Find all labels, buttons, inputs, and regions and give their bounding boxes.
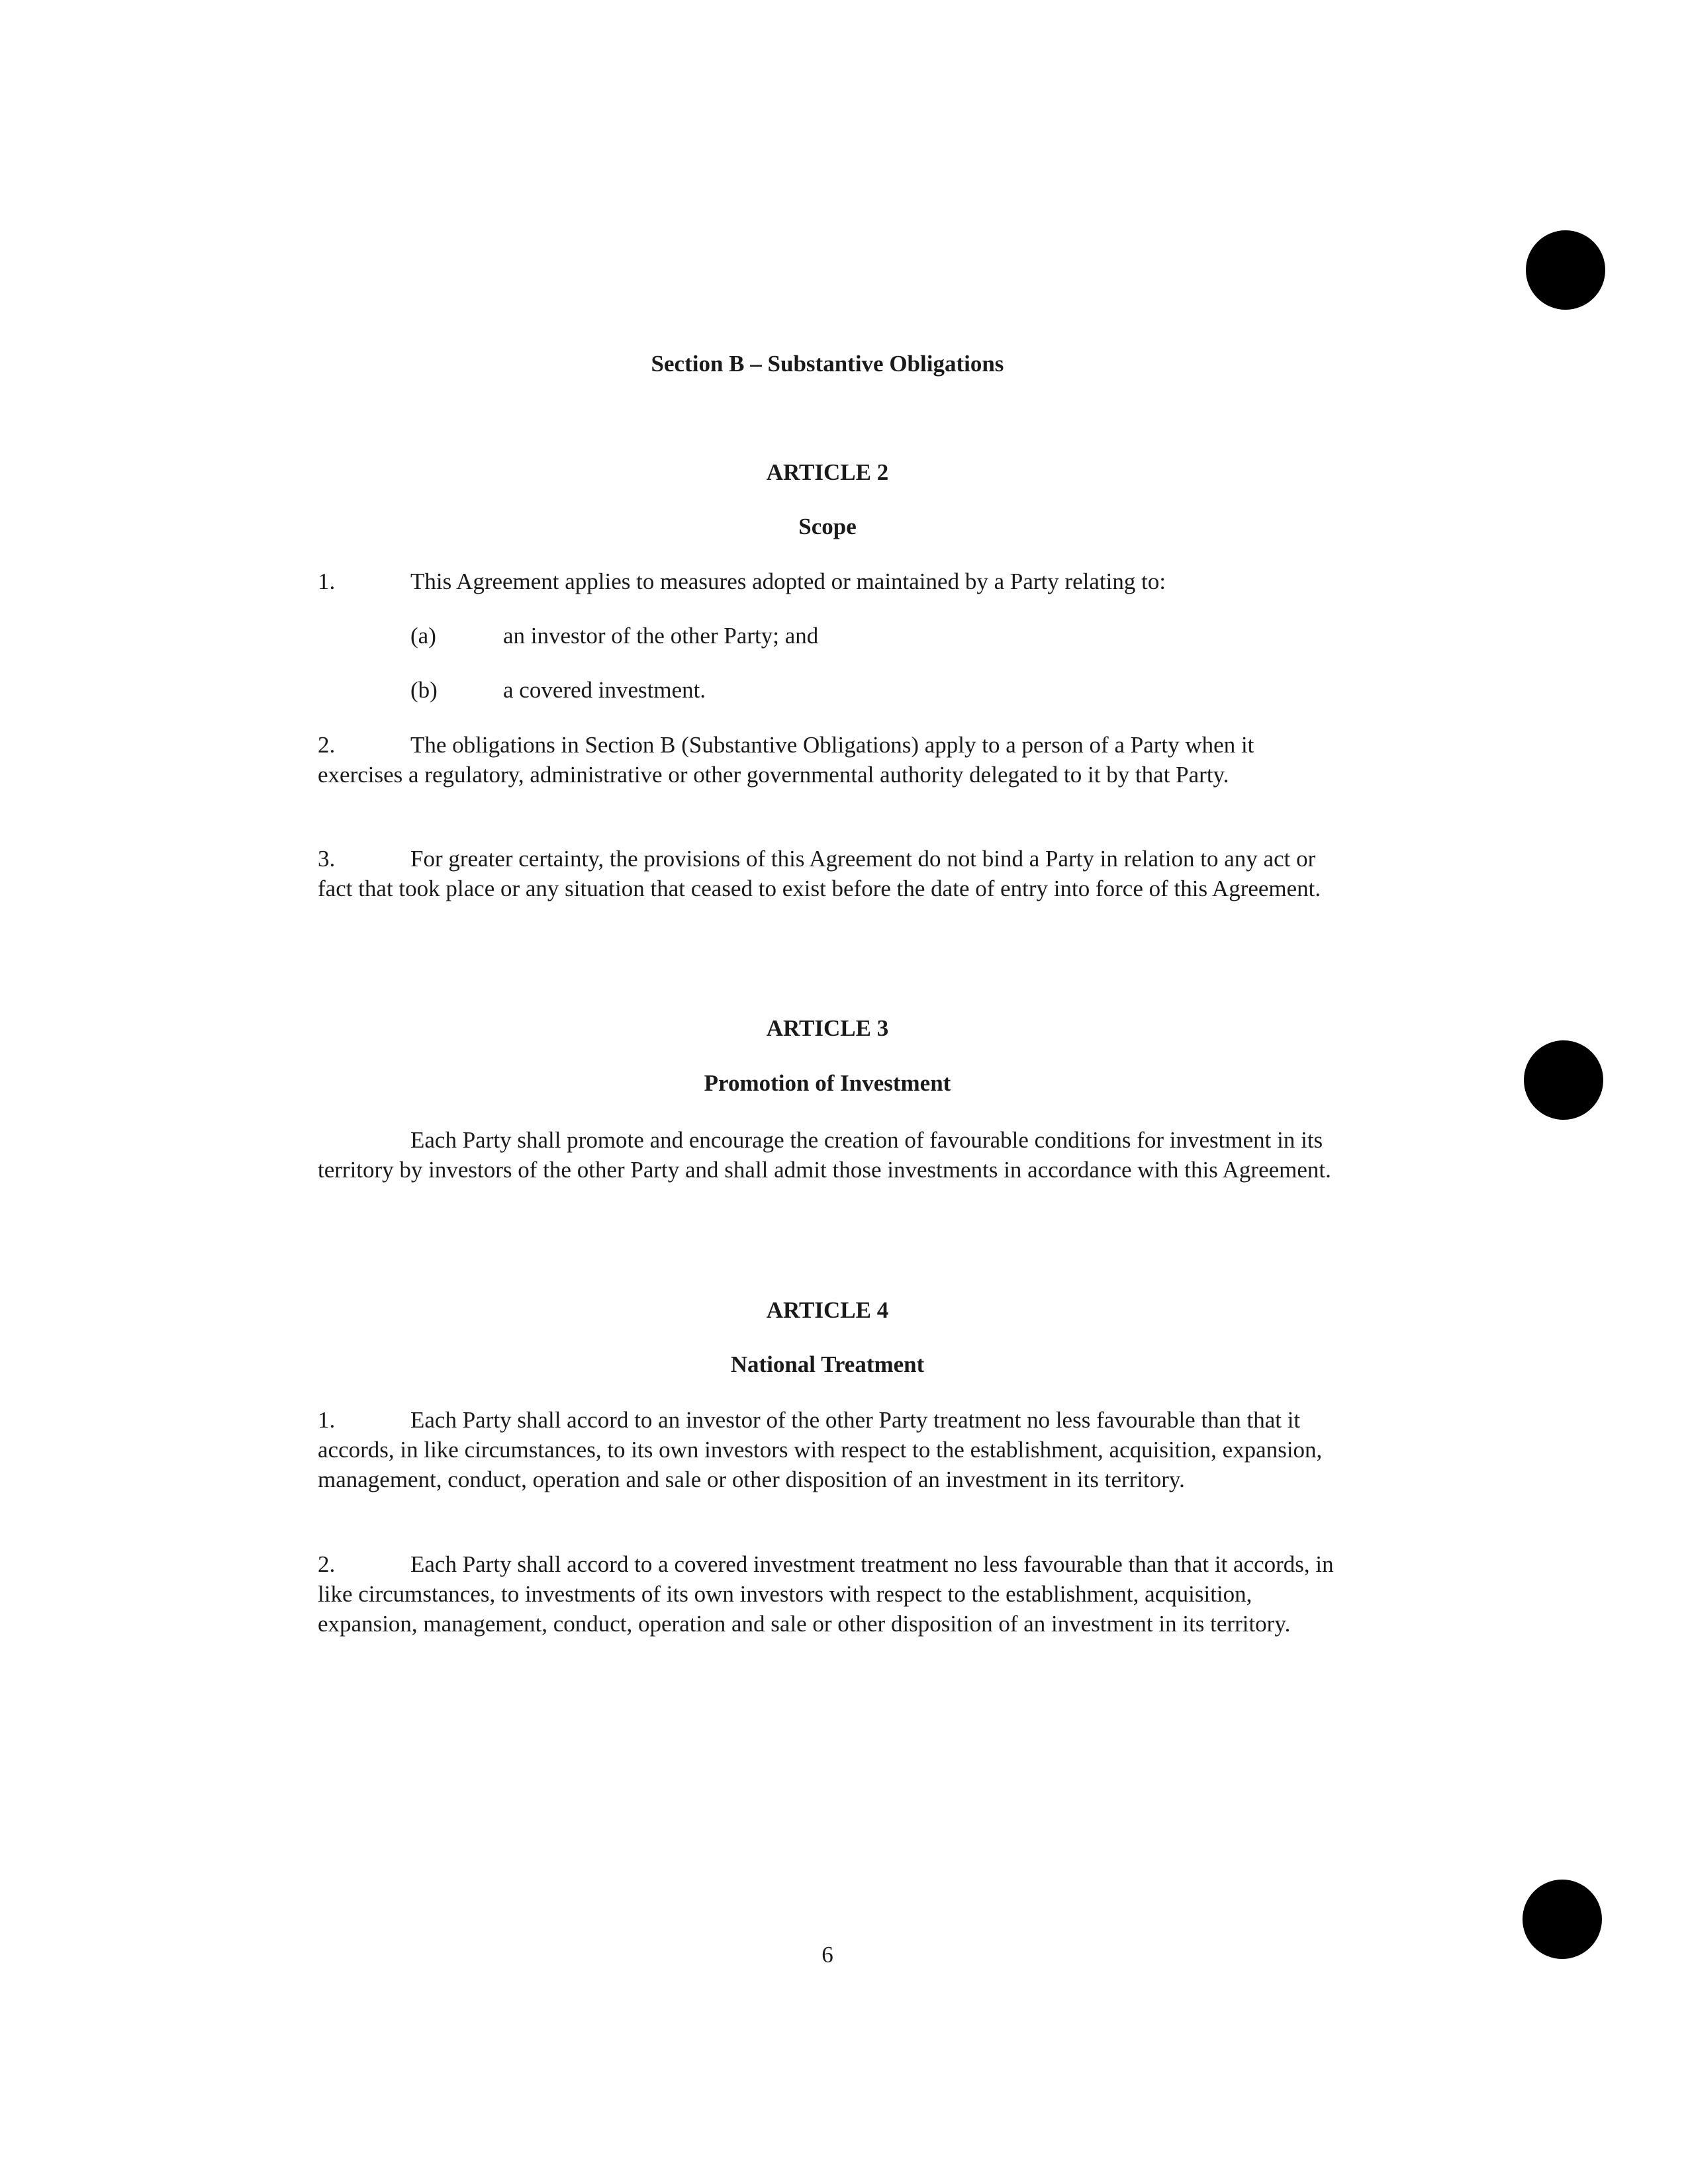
paragraph-number: 1. (318, 569, 336, 594)
paragraph-text: Each Party shall accord to a covered investment treatment no less favourable than that it accords, in like circumstances, to investments of its own investors with respect to the establishment, acquisition, expansion, management, conduct, operation and sale or other disposition of an investment in its territory. (318, 1551, 1334, 1637)
item-text: a covered investment. (503, 677, 706, 703)
item-text: an investor of the other Party; and (503, 623, 819, 649)
paragraph-number: 1. (318, 1407, 336, 1433)
article-3-paragraph (318, 1125, 1337, 1185)
article-2-item-b (410, 675, 706, 705)
article-2-paragraph-2 (318, 730, 1337, 790)
item-label: (a) (410, 623, 436, 649)
paragraph-text: The obligations in Section B (Substantive Obligations) apply to a person of a Party when it exercises a regulatory, administrative or other governmental authority delegated to it by that Party. (318, 732, 1254, 788)
punch-hole-bottom (1523, 1880, 1602, 1959)
article-2-paragraph-3 (318, 844, 1337, 903)
article-3-title: Promotion of Investment (704, 1070, 951, 1096)
paragraph-number: 2. (318, 732, 336, 758)
paragraph-text: Each Party shall accord to an investor of the other Party treatment no less favourable than that it accords, in like circumstances, to its own investors with respect to the establishment, acquisition, expansion, management, conduct, operation and sale or other disposition of an investment in its territory. (318, 1407, 1323, 1492)
article-4-paragraph-2 (318, 1549, 1337, 1639)
article-4-title: National Treatment (730, 1351, 925, 1377)
page-number: 6 (821, 1942, 833, 1968)
paragraph-number: 3. (318, 846, 336, 872)
paragraph-number: 2. (318, 1551, 336, 1577)
article-2-paragraph-1 (318, 567, 1337, 596)
article-4-paragraph-1 (318, 1405, 1337, 1494)
article-2-title: Scope (798, 514, 857, 539)
paragraph-text: Each Party shall promote and encourage the creation of favourable conditions for investment in its territory by investors of the other Party and shall admit those investments in accordance with this Agreement. (318, 1127, 1331, 1183)
article-4-heading: ARTICLE 4 (766, 1297, 889, 1323)
article-2-heading: ARTICLE 2 (766, 459, 889, 485)
article-2-item-a (410, 621, 818, 651)
section-title: Section B – Substantive Obligations (651, 351, 1004, 377)
paragraph-text: This Agreement applies to measures adopted or maintained by a Party relating to: (410, 569, 1166, 594)
paragraph-text: For greater certainty, the provisions of this Agreement do not bind a Party in relation to any act or fact that took place or any situation that ceased to exist before the date of entry into force of this Agreement. (318, 846, 1321, 901)
article-3-heading: ARTICLE 3 (766, 1015, 889, 1041)
punch-hole-middle (1524, 1040, 1603, 1120)
punch-hole-top (1526, 230, 1605, 310)
item-label: (b) (410, 677, 438, 703)
